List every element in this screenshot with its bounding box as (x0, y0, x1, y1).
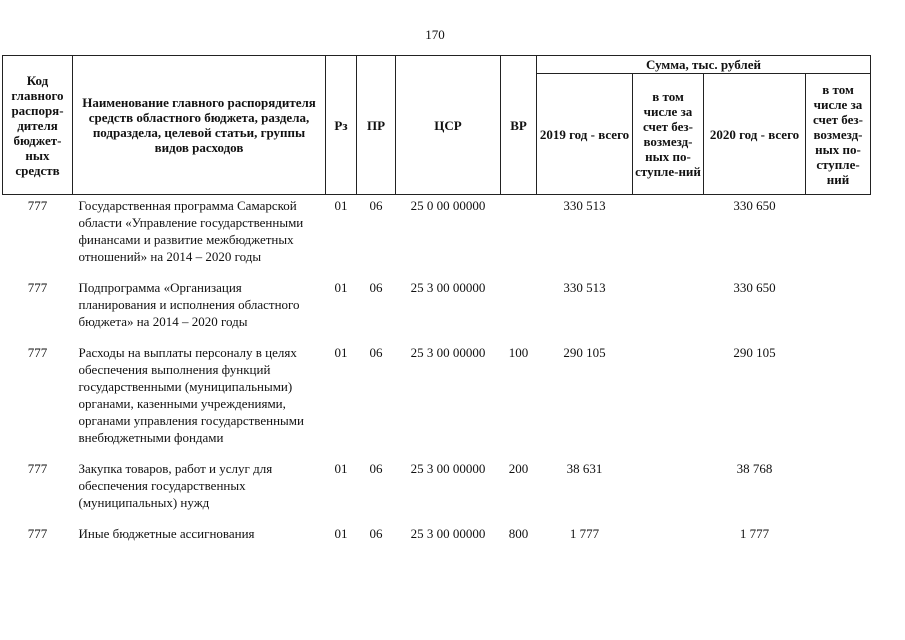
cell-2019-total: 38 631 (566, 461, 603, 476)
cell-csr: 25 0 00 00000 (410, 198, 486, 213)
cell-code: 777 (27, 280, 48, 295)
cell-rz: 01 (334, 280, 348, 295)
cell-2019-total: 330 513 (563, 198, 606, 213)
cell-2019-free (633, 524, 704, 555)
cell-2019-free (633, 278, 704, 343)
cell-2019-total: 330 513 (563, 280, 606, 295)
header-2019-free: в том числе за счет без-возмезд-ных по-ступле-ний (633, 74, 704, 195)
budget-table (2, 55, 871, 555)
cell-pr: 06 (369, 198, 383, 213)
cell-2020-free (806, 343, 871, 459)
header-vr: ВР (501, 56, 537, 195)
cell-code: 777 (27, 198, 48, 213)
cell-vr (501, 195, 537, 279)
cell-2020-total: 290 105 (733, 345, 776, 360)
table-row (3, 524, 871, 555)
table-row (3, 343, 871, 459)
cell-name: Подпрограмма «Организация планирования и исполнения областного бюджета» на 2014 – 2020 годы (78, 280, 300, 329)
header-csr: ЦСР (396, 56, 501, 195)
cell-csr: 25 3 00 00000 (410, 280, 486, 295)
cell-csr: 25 3 00 00000 (410, 461, 486, 476)
cell-name: Государственная программа Самарской области «Управление государственными финансами и развитие межбюджетных отношений» на 2014 – 2020 годы (78, 198, 304, 264)
cell-2020-free (806, 524, 871, 555)
cell-name: Закупка товаров, работ и услуг для обеспечения государственных (муниципальных) нужд (78, 461, 273, 510)
table-row (3, 459, 871, 524)
cell-2020-free (806, 195, 871, 279)
table-row (3, 195, 871, 279)
cell-vr (501, 278, 537, 343)
cell-2020-free (806, 278, 871, 343)
header-code: Код главного распоря-дителя бюджет-ных средств (3, 56, 73, 195)
cell-vr: 100 (508, 345, 529, 360)
cell-rz: 01 (334, 526, 348, 541)
cell-pr: 06 (369, 526, 383, 541)
cell-csr: 25 3 00 00000 (410, 526, 486, 541)
cell-rz: 01 (334, 461, 348, 476)
cell-2019-free (633, 195, 704, 279)
cell-pr: 06 (369, 345, 383, 360)
header-name: Наименование главного распорядителя средств областного бюджета, раздела, подраздела, целевой статьи, группы видов расходов (73, 56, 326, 195)
cell-csr: 25 3 00 00000 (410, 345, 486, 360)
table-row (3, 278, 871, 343)
cell-pr: 06 (369, 461, 383, 476)
cell-2020-total: 330 650 (733, 280, 776, 295)
cell-2019-free (633, 459, 704, 524)
cell-rz: 01 (334, 345, 348, 360)
header-2019-total: 2019 год - всего (537, 74, 633, 195)
header-2020-total: 2020 год - всего (704, 74, 806, 195)
cell-2019-total: 1 777 (569, 526, 600, 541)
cell-name: Расходы на выплаты персоналу в целях обеспечения выполнения функций государственными (муниципальными) органами, казенными учреждениями, органами управления государственными внебюджетными фондами (78, 345, 304, 445)
cell-2020-total: 38 768 (736, 461, 773, 476)
cell-code: 777 (27, 526, 48, 541)
table-body (3, 195, 871, 556)
cell-rz: 01 (334, 198, 348, 213)
cell-2019-free (633, 343, 704, 459)
cell-vr: 800 (508, 526, 529, 541)
page-number: 170 (425, 27, 445, 42)
header-rz: Рз (326, 56, 357, 195)
header-sum-group: Сумма, тыс. рублей (537, 56, 871, 74)
cell-2020-total: 330 650 (733, 198, 776, 213)
cell-2020-total: 1 777 (739, 526, 770, 541)
cell-pr: 06 (369, 280, 383, 295)
cell-2019-total: 290 105 (563, 345, 606, 360)
header-pr: ПР (357, 56, 396, 195)
header-2020-free: в том числе за счет без-возмезд-ных по-ступле-ний (806, 74, 871, 195)
cell-code: 777 (27, 345, 48, 360)
cell-vr: 200 (508, 461, 529, 476)
cell-name: Иные бюджетные ассигнования (78, 526, 255, 541)
cell-code: 777 (27, 461, 48, 476)
table-header (3, 56, 871, 195)
cell-2020-free (806, 459, 871, 524)
